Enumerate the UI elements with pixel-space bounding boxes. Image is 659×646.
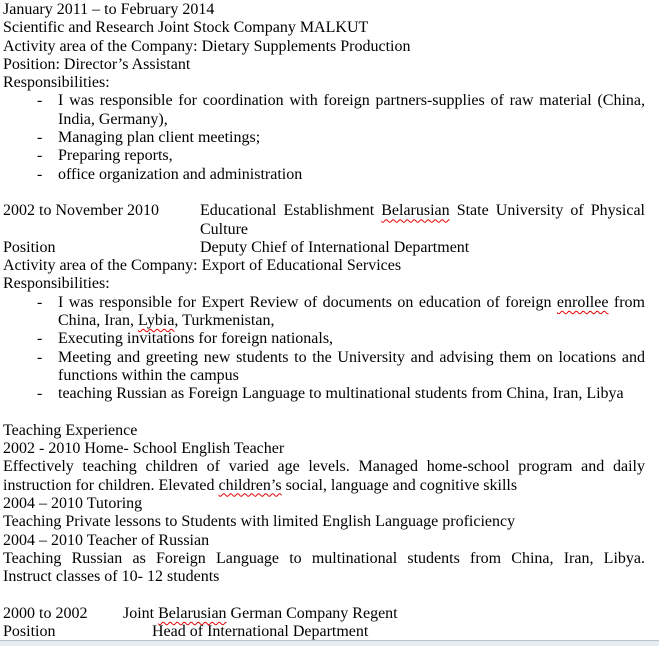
misspelled-word-childrens: children’s <box>218 476 282 494</box>
line-teaching-item2-title: 2004 – 2010 Tutoring <box>3 495 143 513</box>
line-university-responsibilities-label: Responsibilities: <box>3 275 110 293</box>
malkut-bullet-2 <box>3 129 645 147</box>
university-dates: 2002 to November 2010 <box>3 202 159 220</box>
misspelled-word-lybia: Lybia <box>137 312 175 330</box>
university-bullet-3-continuation: functions within the campus <box>58 366 239 384</box>
bullet-dash: - <box>37 330 43 348</box>
bullet-text: I was responsible for coordination with foreign partners-supplies of raw material (China, <box>58 92 645 110</box>
line-regent-dates-company <box>3 605 645 623</box>
university-org <box>200 202 645 220</box>
line-malkut-responsibilities-label: Responsibilities: <box>3 74 110 92</box>
bullet-dash: - <box>37 293 43 311</box>
org-text: State University of Physical <box>449 202 645 220</box>
regent-company <box>123 605 645 623</box>
line-teaching-item1-desc-2 <box>3 477 645 495</box>
misspelled-word-enrollee: enrollee <box>556 293 609 311</box>
malkut-bullet-4 <box>3 166 645 184</box>
malkut-bullet-1 <box>3 92 645 110</box>
line-malkut-activity: Activity area of the Company: Dietary Supplements Production <box>3 37 411 55</box>
line-university-dates-org <box>3 202 645 220</box>
line-teaching-heading: Teaching Experience <box>3 421 138 439</box>
line-teaching-item2-desc: Teaching Private lessons to Students with limited English Language proficiency <box>3 513 516 531</box>
line-teaching-item3-title: 2004 – 2010 Teacher of Russian <box>3 531 210 549</box>
bullet-text: Executing invitations for foreign nationals, <box>58 330 334 348</box>
university-bullet-2 <box>3 330 645 348</box>
bullet-text: , Turkmenistan, <box>174 312 275 330</box>
bullet-text: Managing plan client meetings; <box>58 129 261 147</box>
line-malkut-company: Scientific and Research Joint Stock Company MALKUT <box>3 19 369 37</box>
bullet-text: from <box>608 293 645 311</box>
line-university-position <box>3 239 645 257</box>
bullet-dash: - <box>37 348 43 366</box>
org-text: Educational Establishment <box>200 202 382 220</box>
misspelled-word-belarusian: Belarusian <box>381 202 450 220</box>
blank-line <box>3 184 645 202</box>
blank-line <box>3 587 645 605</box>
bullet-text: Meeting and greeting new students to the University and advising them on locations and <box>58 348 645 366</box>
line-regent-position <box>3 623 645 641</box>
bullet-text: I was responsible for Expert Review of documents on education of foreign <box>58 293 557 311</box>
malkut-bullet-3 <box>3 147 645 165</box>
line-university-org-continuation: Culture <box>200 220 248 238</box>
bullet-text: teaching Russian as Foreign Language to multinational students from China, Iran, Libya <box>58 385 624 403</box>
line-teaching-item3-desc-1: Teaching Russian as Foreign Language to multinational students from China, Iran, Libya. <box>3 549 645 567</box>
position-label: Position <box>3 238 56 256</box>
blank-line <box>3 404 645 422</box>
bullet-dash: - <box>37 147 43 165</box>
desc-text: social, language and cognitive skills <box>281 476 518 494</box>
university-bullet-1 <box>3 294 645 312</box>
company-text: Joint <box>123 604 159 622</box>
bullet-dash: - <box>37 92 43 110</box>
line-teaching-item3-desc-2: Instruct classes of 10- 12 students <box>3 568 220 586</box>
bullet-dash: - <box>37 129 43 147</box>
line-university-activity: Activity area of the Company: Export of Educational Services <box>3 257 402 275</box>
position-value: Deputy Chief of International Department <box>200 238 470 256</box>
bullet-dash: - <box>37 385 43 403</box>
university-bullet-4 <box>3 385 645 403</box>
university-bullet-1-continuation <box>3 312 645 330</box>
misspelled-word-belarusian-2: Belarusian <box>158 604 227 622</box>
malkut-bullet-1-continuation: India, Germany), <box>58 110 168 128</box>
regent-dates: 2000 to 2002 <box>3 604 88 622</box>
university-bullet-3 <box>3 349 645 367</box>
company-text: German Company Regent <box>226 604 398 622</box>
line-teaching-item1-desc-1: Effectively teaching children of varied age levels. Managed home-school program and daily <box>3 458 645 476</box>
bullet-dash: - <box>37 165 43 183</box>
bullet-text: Preparing reports, <box>58 147 173 165</box>
line-malkut-dates: January 2011 – to February 2014 <box>3 1 215 18</box>
position-value: Head of International Department <box>152 623 369 641</box>
bullet-text: office organization and administration <box>58 165 303 183</box>
position-label: Position <box>3 623 56 641</box>
line-teaching-item1-title: 2002 - 2010 Home- School English Teacher <box>3 440 285 458</box>
window-bottom-edge <box>0 640 659 646</box>
desc-text: instruction for children. Elevated <box>3 476 219 494</box>
bullet-text: China, Iran, <box>58 312 138 330</box>
line-malkut-position: Position: Director’s Assistant <box>3 55 191 73</box>
